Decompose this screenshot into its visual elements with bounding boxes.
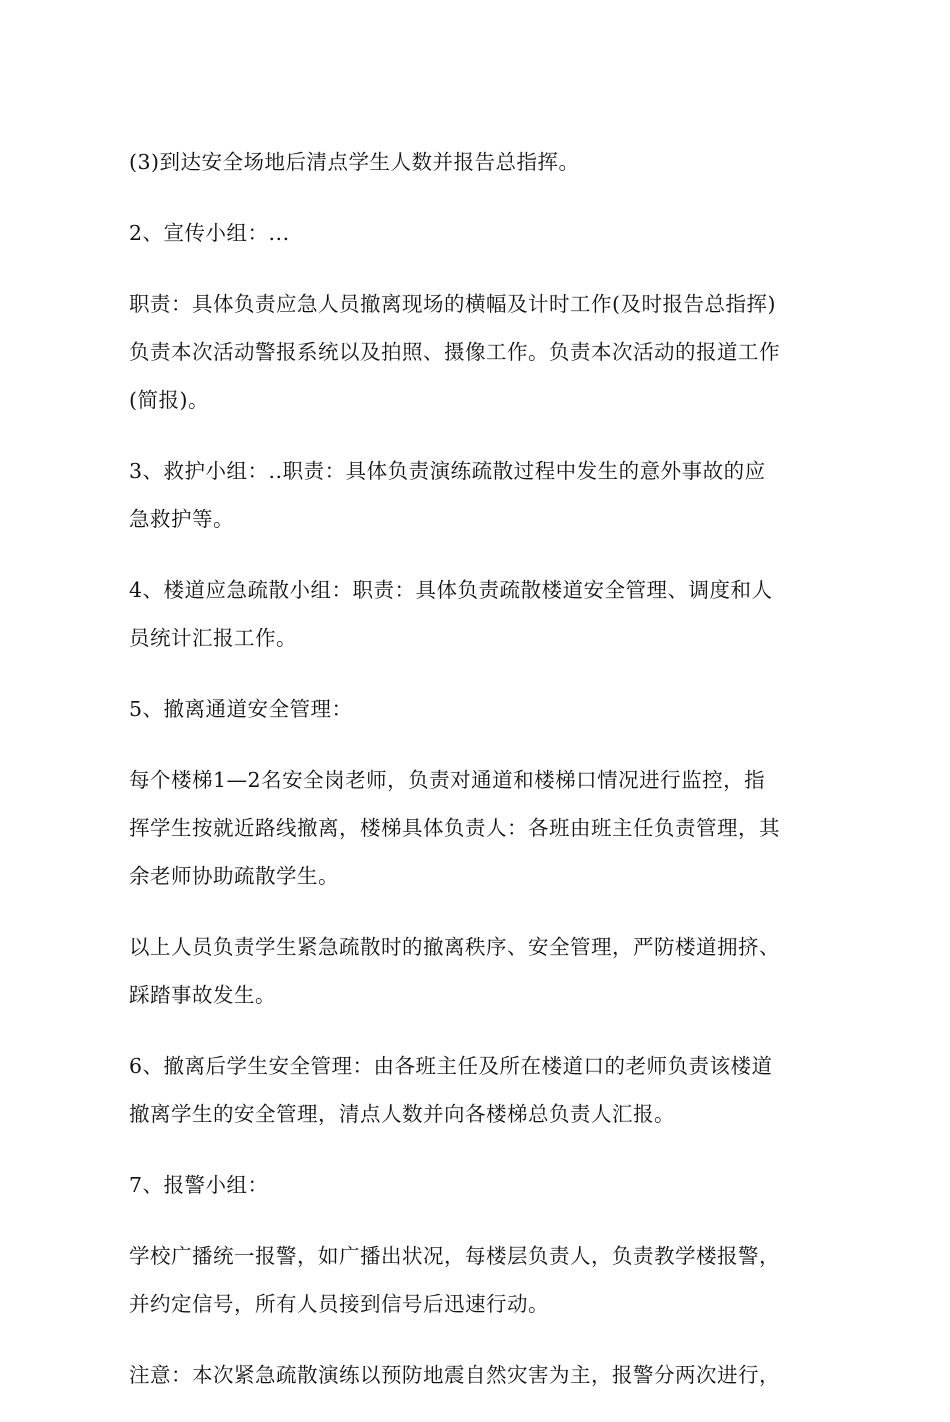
text-line: 以上人员负责学生紧急疏散时的撤离秩序、安全管理，严防楼道拥挤、 (129, 935, 780, 959)
paragraph-note (129, 1351, 829, 1399)
paragraph-alarm-group-heading (129, 1161, 829, 1209)
text-line: 5、撤离通道安全管理： (129, 697, 353, 721)
text-line: (3)到达安全场地后清点学生人数并报告总指挥。 (129, 150, 580, 174)
text-line: 学校广播统一报警，如广播出状况，每楼层负责人，负责教学楼报警， (129, 1244, 780, 1268)
text-line: 急救护等。 (129, 507, 234, 531)
paragraph-evacuation-route-heading (129, 685, 829, 733)
text-line: 职责：具体负责应急人员撤离现场的横幅及计时工作(及时报告总指挥) (129, 292, 776, 316)
text-line: 并约定信号，所有人员接到信号后迅速行动。 (129, 1292, 549, 1316)
text-line: 7、报警小组： (129, 1173, 269, 1197)
text-line: 踩踏事故发生。 (129, 983, 276, 1007)
paragraph-publicity-group-heading (129, 209, 829, 257)
paragraph-step-3-report (129, 138, 829, 186)
paragraph-alarm-broadcast (129, 1232, 829, 1328)
text-line: 每个楼梯1—2名安全岗老师，负责对通道和楼梯口情况进行监控，指 (129, 768, 766, 792)
paragraph-evacuation-order (129, 923, 829, 1019)
paragraph-post-evacuation-safety (129, 1042, 829, 1138)
text-line: 4、楼道应急疏散小组：职责：具体负责疏散楼道安全管理、调度和人 (129, 578, 773, 602)
document-body (129, 138, 829, 1422)
text-line: 负责本次活动警报系统以及拍照、摄像工作。负责本次活动的报道工作 (129, 340, 780, 364)
text-line: 撤离学生的安全管理，清点人数并向各楼梯总负责人汇报。 (129, 1102, 675, 1126)
text-line: 挥学生按就近路线撤离，楼梯具体负责人：各班由班主任负责管理，其 (129, 816, 780, 840)
text-line: 2、宣传小组：... (129, 221, 290, 245)
paragraph-rescue-group (129, 447, 829, 543)
text-line: 余老师协助疏散学生。 (129, 864, 339, 888)
paragraph-stairway-teachers (129, 756, 829, 900)
text-line: 6、撤离后学生安全管理：由各班主任及所在楼道口的老师负责该楼道 (129, 1054, 773, 1078)
text-line: (简报)。 (129, 388, 209, 412)
paragraph-stairway-evacuation-group (129, 566, 829, 662)
text-line: 注意：本次紧急疏散演练以预防地震自然灾害为主，报警分两次进行， (129, 1363, 780, 1387)
text-line: 3、救护小组：..职责：具体负责演练疏散过程中发生的意外事故的应 (129, 459, 766, 483)
text-line: 员统计汇报工作。 (129, 626, 297, 650)
paragraph-publicity-duties (129, 280, 829, 424)
